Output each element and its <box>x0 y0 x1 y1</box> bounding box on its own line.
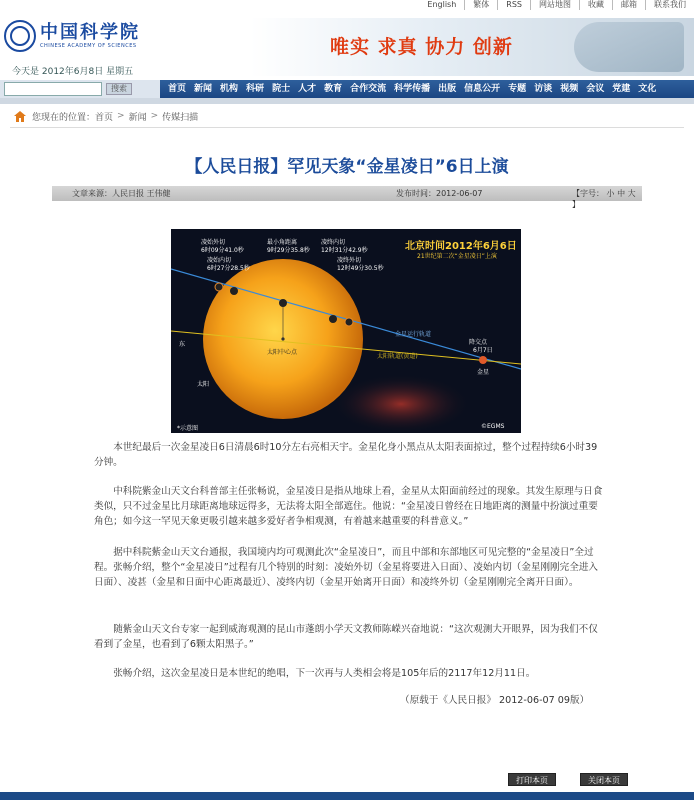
venus-ext-ingress <box>215 283 223 291</box>
label-int-ingress-time: 6时27分28.5秒 <box>207 265 250 272</box>
current-date: 今天是 2012年6月8日 星期五 <box>12 67 134 77</box>
nebula-glow <box>331 374 471 433</box>
nav-news[interactable]: 新闻 <box>194 84 213 94</box>
font-size-controls[interactable]: 【字号： 小 中 大 】 <box>572 189 636 209</box>
label-sun-center: 太阳中心点 <box>267 349 298 356</box>
header-banner <box>250 18 694 76</box>
label-venus: 金星 <box>477 369 490 376</box>
site-logo[interactable] <box>4 16 154 56</box>
article-paragraph: 据中科院紫金山天文台通报，我国境内均可观测此次“金星凌日”，而且中部和东部地区可见完整的“金星凌日”全过程。张畅介绍，整个“金星凌日”过程有几个特别的时刻：凌始外切（金星将要进入日面）、凌始内切（金星刚刚完全进入日面）、凌甚（金星和日面中心距离最近）、凌终内切（金星开始离开日面）和凌终外切（金星刚刚完全离开日面）。 <box>94 547 599 588</box>
label-descending-node: 降交点 <box>469 339 488 346</box>
microscope-decoration <box>574 22 684 72</box>
breadcrumb-divider <box>10 127 684 128</box>
nav-talents[interactable]: 人才 <box>298 84 317 94</box>
breadcrumb-news[interactable]: 新闻 <box>128 112 147 123</box>
label-node-date: 6月7日 <box>473 347 493 354</box>
link-email[interactable]: 邮箱 <box>612 0 645 10</box>
article-time: 发布时间：2012-06-07 <box>396 189 483 198</box>
search-input[interactable] <box>4 82 102 96</box>
article-paragraph: 随紫金山天文台专家一起到威海观测的昆山市蓬朗小学天文教师陈嵘兴奋地说：“这次观测大开眼界，因为我们不仅看到了金星，也看到了6颗太阳黑子。” <box>94 624 598 650</box>
article-paragraph: 中科院紫金山天文台科普部主任张畅说，金星凌日是指从地球上看，金星从太阳面前经过的现象。其发生原理与日食类似，只不过金星比月球距离地球远得多，无法将太阳全部遮住。他说：“金星凌日曾经在日地距离的测量中扮演过重要角色；如今这一罕见天象更吸引越来越多爱好者争相观测，有着越来越重要的科普意义。” <box>94 486 603 527</box>
label-venus-orbit: 金星运行轨道 <box>395 331 432 338</box>
label-ecliptic: 太阳轨道(黄道) <box>377 353 418 360</box>
nav-culture[interactable]: 文化 <box>638 84 657 94</box>
breadcrumb-separator: > <box>117 111 125 121</box>
link-traditional[interactable]: 繁体 <box>464 0 497 10</box>
logo-chinese: 中国科学院 <box>40 22 140 43</box>
article-meta-bar <box>52 186 642 209</box>
breadcrumb-separator: > <box>150 111 159 121</box>
venus-greatest <box>279 299 287 307</box>
close-button[interactable]: 关闭本页 <box>580 773 628 786</box>
site-header <box>0 10 694 76</box>
nav-science-popularization[interactable]: 科学传播 <box>394 84 431 94</box>
link-sitemap[interactable]: 网站地图 <box>530 0 579 10</box>
nav-home[interactable]: 首页 <box>168 84 187 94</box>
label-ext-ingress-time: 6时09分41.0秒 <box>201 247 244 254</box>
breadcrumb-home[interactable]: 首页 <box>95 112 114 123</box>
link-english[interactable]: English <box>427 0 457 9</box>
label-greatest-time: 9时29分35.8秒 <box>267 247 310 254</box>
label-credit: ©EGMS <box>481 423 505 430</box>
article-paragraph: 本世纪最后一次金星凌日6日清晨6时10分左右亮相天宇。金星化身小黑点从太阳表面掠过，整个过程持续6小时39分钟。 <box>94 442 598 468</box>
header-stripe <box>0 98 694 104</box>
slogan: 唯实 求真 协力 创新 <box>330 36 513 58</box>
breadcrumb-prefix: 您现在的位置： <box>32 112 96 123</box>
venus-int-egress <box>329 315 337 323</box>
sun-center-point <box>281 337 284 340</box>
main-nav <box>160 80 694 98</box>
figure-title: 北京时间2012年6月6日 <box>405 241 517 252</box>
label-int-egress-time: 12时31分42.9秒 <box>321 247 368 254</box>
cas-seal-icon <box>4 20 36 52</box>
nav-video[interactable]: 视频 <box>560 84 579 94</box>
label-greatest: 最小角距离 <box>267 239 298 246</box>
link-favorite[interactable]: 收藏 <box>579 0 612 10</box>
venus-int-ingress <box>230 287 238 295</box>
nav-research[interactable]: 科研 <box>246 84 265 94</box>
nav-academicians[interactable]: 院士 <box>272 84 291 94</box>
home-icon <box>14 111 26 122</box>
nav-publishing[interactable]: 出版 <box>438 84 457 94</box>
nav-meetings[interactable]: 会议 <box>586 84 605 94</box>
nav-topics[interactable]: 专题 <box>508 84 527 94</box>
venus-ext-egress <box>345 318 353 326</box>
link-contact[interactable]: 联系我们 <box>645 0 694 10</box>
link-rss[interactable]: RSS <box>497 0 530 10</box>
label-int-ingress: 凌始内切 <box>207 257 232 264</box>
print-button[interactable]: 打印本页 <box>508 773 556 786</box>
article-title: 【人民日报】罕见天象“金星凌日”6日上演 <box>185 157 509 177</box>
label-int-egress: 凌终内切 <box>321 239 346 246</box>
label-sun: 太阳 <box>197 381 210 388</box>
utility-links <box>419 0 694 10</box>
nav-party[interactable]: 党建 <box>612 84 631 94</box>
logo-text <box>40 23 140 49</box>
article-source: 文章来源：人民日报 王伟健 <box>72 189 171 198</box>
nav-information[interactable]: 信息公开 <box>464 84 501 94</box>
search-button[interactable]: 搜索 <box>106 83 132 95</box>
utility-bar <box>0 0 694 10</box>
original-source: （原载于《人民日报》 2012-06-07 09版） <box>400 695 590 706</box>
article-paragraph: 张畅介绍，这次金星凌日是本世纪的绝唱，下一次再与人类相会将是105年后的2117年12月11日。 <box>113 668 536 679</box>
breadcrumb <box>14 109 198 123</box>
venus-transit-figure <box>171 229 521 433</box>
footer-bar <box>0 792 694 800</box>
breadcrumb-media[interactable]: 传媒扫描 <box>162 112 199 123</box>
label-ext-ingress: 凌始外切 <box>201 239 226 246</box>
label-ext-egress: 凌终外切 <box>337 257 362 264</box>
label-ext-egress-time: 12时49分30.5秒 <box>337 265 384 272</box>
figure-subtitle: 21世纪第二次“金星凌日”上演 <box>417 253 497 260</box>
nav-institutes[interactable]: 机构 <box>220 84 239 94</box>
nav-interviews[interactable]: 访谈 <box>534 84 553 94</box>
label-east: 东 <box>179 341 186 348</box>
search-area <box>0 80 160 98</box>
nav-education[interactable]: 教育 <box>324 84 343 94</box>
logo-english: CHINESE ACADEMY OF SCIENCES <box>40 43 137 49</box>
label-schematic-note: *示意图 <box>177 425 199 432</box>
nav-cooperation[interactable]: 合作交流 <box>350 84 387 94</box>
venus-node-point <box>479 356 487 364</box>
